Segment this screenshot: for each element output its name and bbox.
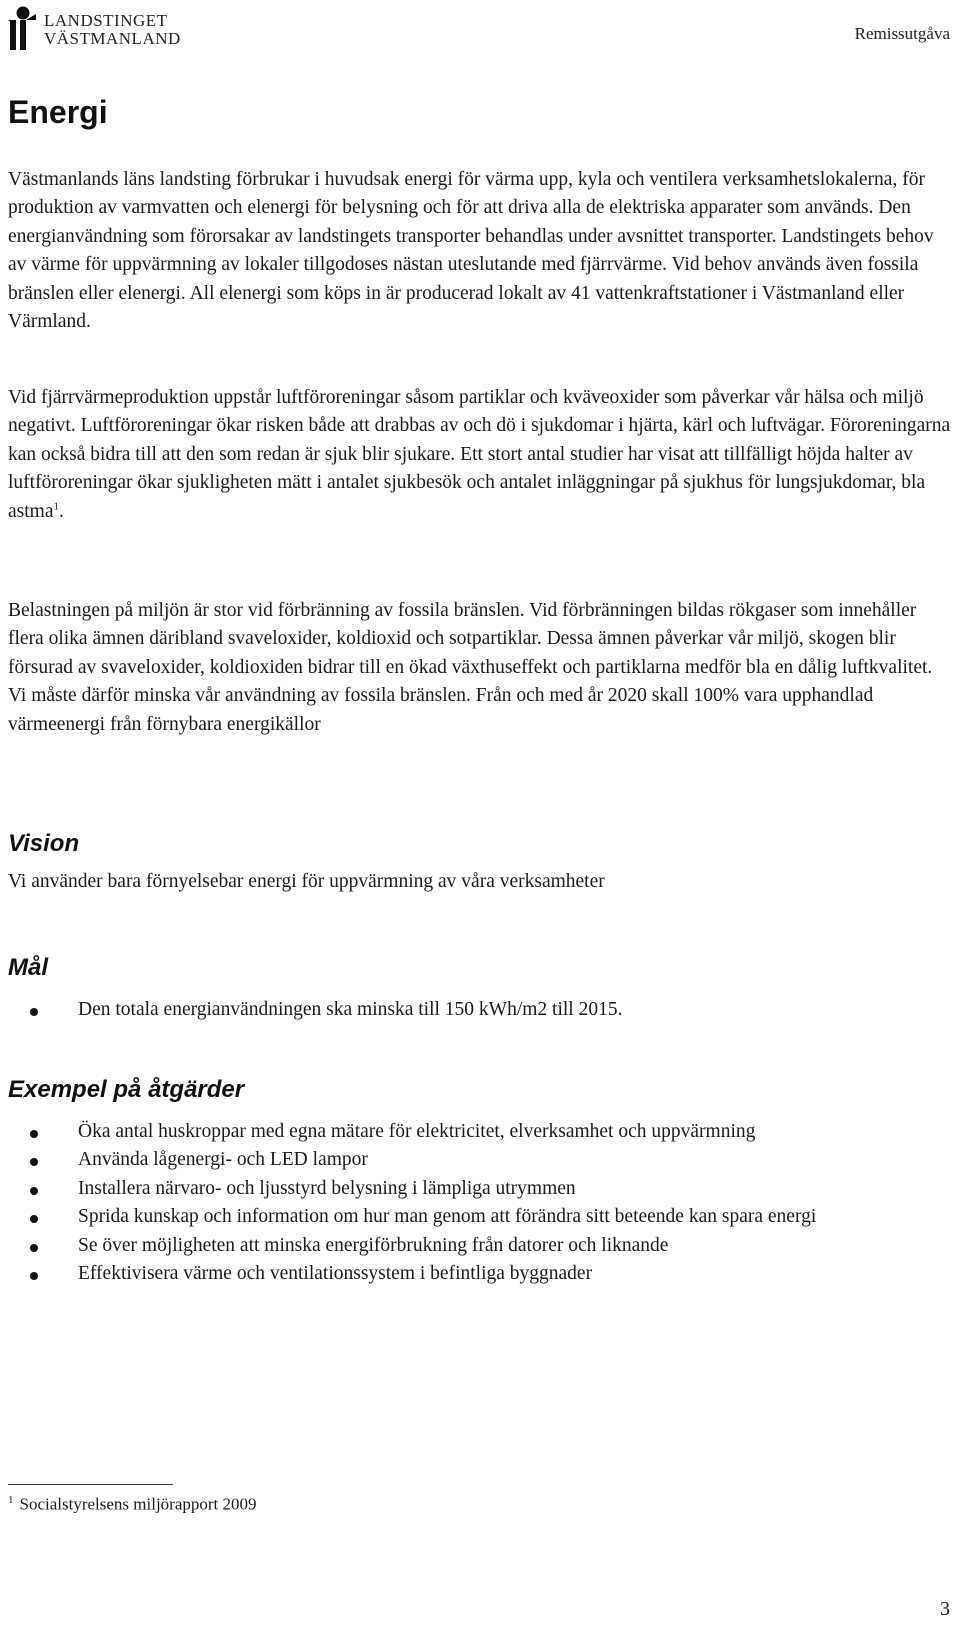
footnote-divider [8,1484,173,1485]
footnote-text: Socialstyrelsens miljörapport 2009 [19,1494,257,1514]
bullet-icon [30,1130,38,1138]
bullet-icon [30,1244,38,1252]
logo-line-1: LANDSTINGET [44,11,168,30]
vision-text: Vi använder bara förnyelsebar energi för uppvärmning av våra verksamheter [8,871,605,892]
bullet-icon [30,1215,38,1223]
paragraph-fossil-fuels: Belastningen på miljön är stor vid förbränning av fossila bränslen. Vid förbränningen bildas rökgaser som innehåller flera olika ämnen däribland svaveloxider, koldioxid och sotpartiklar. Dessa ämnen påverkar vår miljö, skogen blir försurad av svaveloxider, koldioxiden bidrar till en ökad växthuseffekt och partiklarna medför bla en dålig luftkvalitet. Vi måste därför minska vår användning av fossila bränslen. Från och med år 2020 skall 100% vara upphandlad värmeenergi från förnybara energikällor [8,600,933,735]
list-item-text: Använda lågenergi- och LED lampor [78,1149,368,1171]
list-item [8,1203,953,1231]
list-item-text: Sprida kunskap och information om hur man genom att förändra sitt beteende kan spara energi [78,1206,817,1228]
bullet-icon [30,1272,38,1280]
list-item-text: Den totala energianvändningen ska minska till 150 kWh/m2 till 2015. [78,999,623,1020]
page-title: Energi [8,94,108,130]
logo-text [44,12,181,48]
list-item [8,1260,953,1288]
list-item-text: Öka antal huskroppar med egna mätare för elektricitet, elverksamhet och uppvärmning [78,1121,756,1142]
actions-list [8,1118,953,1288]
list-item [8,1175,953,1203]
paragraph-intro: Västmanlands läns landsting förbrukar i huvudsak energi för värma upp, kyla och ventilera verksamhetslokalerna, för produktion av varmvatten och elenergi för belysning och för att driva alla de elektriska apparater som används. Den energianvändning som förorsakar av landstingets transporter behandlas under avsnittet transporter. Landstingets behov av värme för uppvärmning av lokaler tillgodoses nästan uteslutande med fjärrvärme. Vid behov används även fossila bränslen eller elenergi. All elenergi som köps in är producerad lokalt av 41 vattenkraftstationer i Västmanland eller Värmland. [8,169,934,333]
list-item [8,1232,953,1260]
vision-heading: Vision [8,830,80,857]
footnote-reference[interactable]: 1 [53,500,59,513]
footnote-number: 1 [8,1494,14,1506]
goals-list [8,996,953,1024]
logo-line-2: VÄSTMANLAND [44,29,181,48]
list-item [8,996,953,1024]
actions-heading: Exempel på åtgärder [8,1076,245,1103]
goals-heading: Mål [8,954,49,981]
list-item-text: Se över möjligheten att minska energiförbrukning från datorer och liknande [78,1234,669,1256]
list-item [8,1118,953,1146]
list-item-text: Effektivisera värme och ventilationssystem i befintliga byggnader [78,1263,593,1285]
landstinget-emblem-icon [6,4,42,52]
list-item-text: Installera närvaro- och ljusstyrd belysning i lämpliga utrymmen [78,1177,576,1199]
footnote [8,1494,257,1515]
bullet-icon [30,1187,38,1195]
document-type-label: Remissutgåva [854,24,950,43]
bullet-icon [30,1008,38,1016]
footnote-reference-trailing: . [58,500,64,522]
page-number: 3 [940,1598,950,1620]
paragraph-air-pollution [8,384,953,526]
landstinget-logo [6,4,181,52]
bullet-icon [30,1158,38,1166]
list-item [8,1146,953,1174]
paragraph-air-pollution-text: Vid fjärrvärmeproduktion uppstår luftföroreningar såsom partiklar och kväveoxider som påverkar vår hälsa och miljö negativt. Luftföroreningar ökar risken både att drabbas av och dö i sjukdomar i hjärta, kärl och luftvägar. Föroreningarna kan också bidra till att den som redan är sjuk blir sjukare. Ett stort antal studier har visat att tillfälligt höjda halter av luftföroreningar ökar sjukligheten mätt i antalet sjukbesök och antalet inläggningar på sjukhus för lungsjukdomar, bla astma [8,387,951,522]
